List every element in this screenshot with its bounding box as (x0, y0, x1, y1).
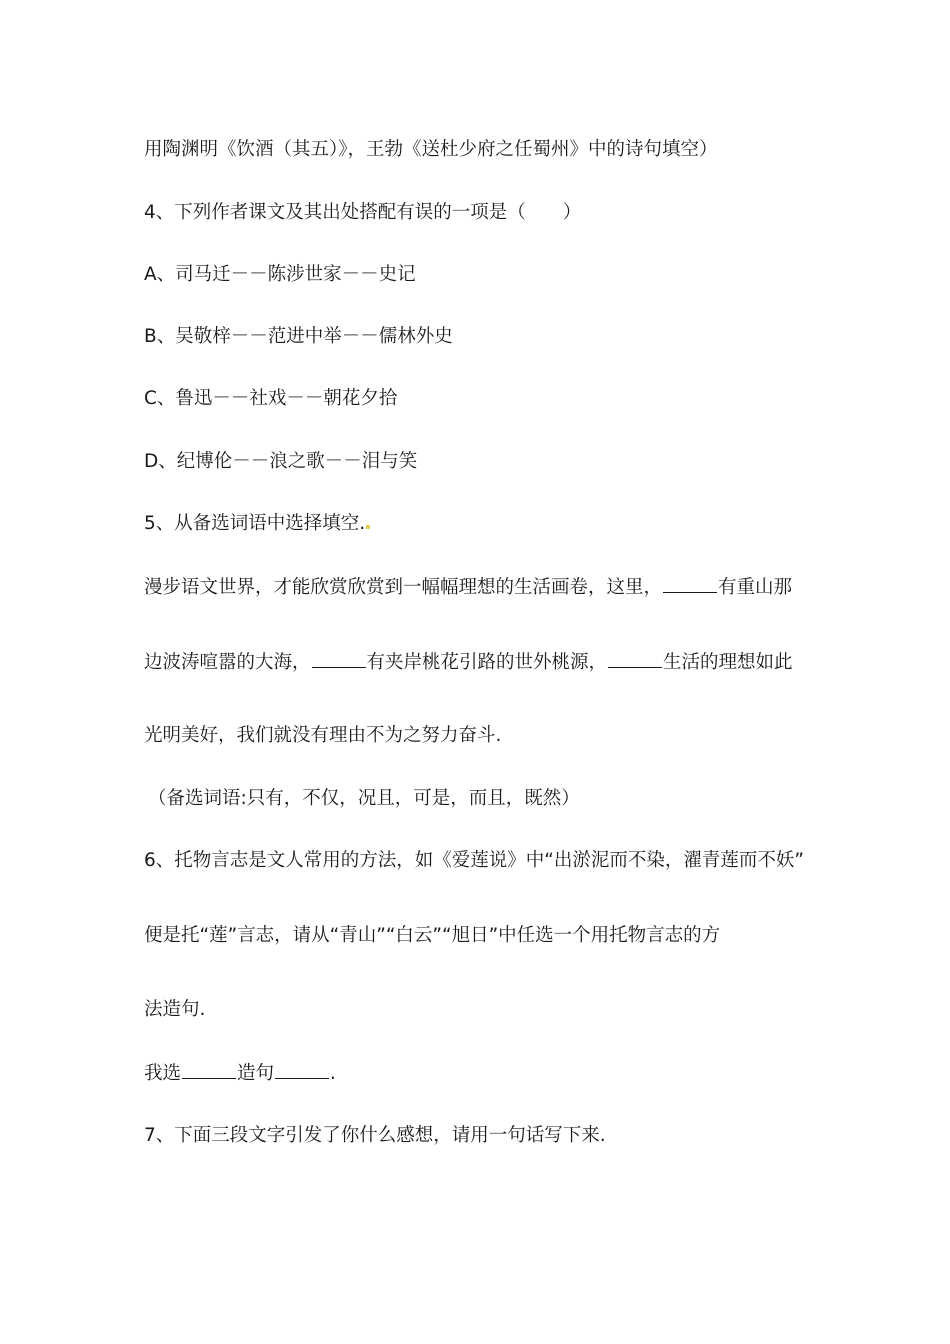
q5-text-2a: 边波涛喧嚣的大海， (144, 652, 311, 673)
q5-text-1a: 漫步语文世界，才能欣赏欣赏到一幅幅理想的生活画卷，这里， (144, 577, 663, 598)
poem-fill-instruction: 用陶渊明《饮酒（其五）》，王勃《送杜少府之任蜀州》中的诗句填空） (144, 139, 718, 160)
question-4-option-b: B、吴敬梓－－范进中举－－儒林外史 (144, 326, 453, 347)
fill-blank-choice[interactable] (182, 1060, 236, 1079)
question-4-option-a: A、司马迁－－陈涉世家－－史记 (144, 264, 416, 285)
q5-text-1b: 有重山那 (718, 577, 793, 598)
question-5-paragraph-line-1 (144, 574, 814, 601)
question-4-stem: 4、下列作者课文及其出处搭配有误的一项是（ ） (144, 202, 582, 223)
question-5-stem-text: 5、从备选词语中选择填空. (144, 513, 366, 534)
question-4-option-d: D、纪博伦－－浪之歌－－泪与笑 (144, 451, 418, 472)
fill-blank-sentence[interactable] (275, 1060, 329, 1079)
fill-blank-2[interactable] (312, 649, 366, 668)
q6-answer-label-a: 我选 (144, 1063, 182, 1084)
q5-text-2b: 有夹岸桃花引路的世外桃源， (366, 652, 608, 673)
question-7-stem: 7、下面三段文字引发了你什么感想，请用一句话写下来. (144, 1125, 606, 1146)
question-4-option-c: C、鲁迅－－社戏－－朝花夕拾 (144, 388, 398, 409)
question-5-stem (144, 511, 814, 537)
fill-blank-3[interactable] (608, 649, 662, 668)
question-6-line-1: 6、托物言志是文人常用的方法，如《爱莲说》中“出淤泥而不染，濯青莲而不妖” (144, 850, 804, 871)
question-6-answer-line (144, 1060, 814, 1087)
q5-text-2c: 生活的理想如此 (663, 652, 793, 673)
yellow-dot-mark (366, 525, 370, 529)
fill-blank-1[interactable] (663, 574, 717, 593)
question-6-line-2: 便是托“莲”言志，请从“青山”“白云”“旭日”中任选一个用托物言志的方 (144, 925, 721, 946)
question-5-word-options: （备选词语:只有，不仅，况且，可是，而且，既然） (148, 788, 580, 809)
q6-answer-end: . (330, 1063, 336, 1084)
question-5-paragraph-line-2 (144, 649, 814, 676)
question-6-line-3: 法造句. (144, 999, 206, 1020)
question-5-paragraph-line-3: 光明美好，我们就没有理由不为之努力奋斗. (144, 725, 502, 746)
q6-answer-label-b: 造句 (237, 1063, 275, 1084)
